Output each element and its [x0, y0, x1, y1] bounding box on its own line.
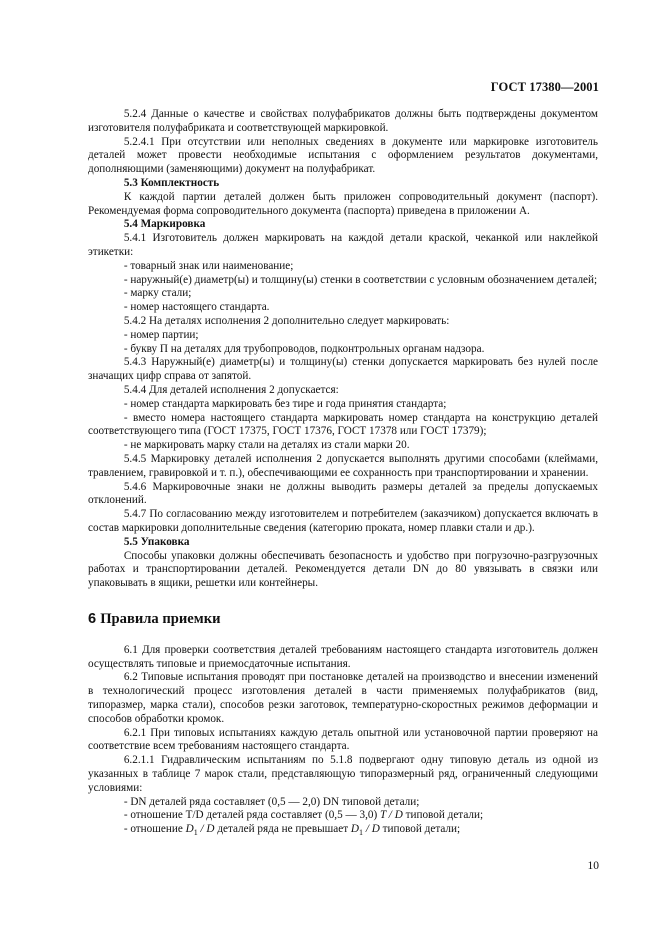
paragraph: 6.2.1.1 Гидравлическим испытаниям по 5.1.8 подвергают одну типовую деталь из одной из указанных в таблице 7 марок стали, представляющую типоразмерный ряд, ограниченный следующими условиями: [88, 754, 598, 794]
formula-symbol: D [371, 823, 380, 836]
list-item: - номер стандарта маркировать без тире и года принятия стандарта; [123, 397, 447, 410]
formula-subscript: 1 [359, 828, 364, 838]
paragraph: 6.2 Типовые испытания проводят при постановке деталей на производство и внесении изменений в технологический процесс изготовления деталей в части применяемых полуфабрикатов (вид, типоразмер, марка стали), способов резки заготовок, температурно-скоростных режимов деформации и способов обработки кромок. [88, 671, 598, 725]
list-item: - вместо номера настоящего стандарта маркировать номер стандарта на конструкцию деталей соответствующего типа (ГОСТ 17375, ГОСТ 17376, ГОСТ 17378 или ГОСТ 17379); [88, 411, 598, 438]
section-number: 6 [88, 610, 97, 627]
subsection-heading: 5.5 Упаковка [123, 535, 190, 548]
list-item: - марку стали; [123, 287, 192, 300]
paragraph: 5.4.6 Маркировочные знаки не должны выводить размеры деталей за пределы допускаемых отклонений. [88, 480, 598, 507]
paragraph: 5.2.4.1 При отсутствии или неполных сведениях в документе или маркировке изготовитель деталей может провести необходимые испытания с оформлением результатов документами, дополняющими (заменяющими) документ на полуфабрикат. [88, 135, 598, 176]
formula-slash: / [197, 823, 207, 836]
paragraph: 5.4.2 На деталях исполнения 2 дополнительно следует маркировать: [123, 314, 450, 327]
paragraph: К каждой партии деталей должен быть приложен сопроводительный документ (паспорт). Рекомендуемая форма сопроводительного документа (паспорта) приведена в приложении А. [88, 190, 598, 217]
paragraph: 5.4.3 Наружный(е) диаметр(ы) и толщину(ы) стенки допускается маркировать без нулей после значащих цифр справа от запятой. [88, 356, 598, 383]
list-item: - номер партии; [123, 328, 199, 341]
paragraph: 5.4.7 По согласованию между изготовителем и потребителем (заказчиком) допускается включать в состав маркировки дополнительные сведения (категорию проката, номер плавки стали и др.). [88, 508, 598, 534]
paragraph: Способы упаковки должны обеспечивать безопасность и удобство при погрузочно-разгрузочных работах и транспортировании деталей. Рекомендуется детали DN до 80 увязывать в связки или упаковывать в ящики, решетки или контейнеры. [88, 549, 598, 590]
list-item: - букву П на деталях для трубопроводов, подконтрольных органам надзора. [123, 342, 485, 355]
list-item [88, 809, 598, 823]
list-item: - товарный знак или наименование; [123, 259, 294, 272]
formula-subscript: 1 [193, 828, 198, 838]
formula-symbol: D [185, 823, 194, 836]
text-run: - отношение T/D деталей ряда составляет (0,5 — 3,0) [123, 809, 380, 822]
formula-ratio: T / D [379, 809, 403, 822]
paragraph: 5.4.1 Изготовитель должен маркировать на каждой детали краской, чеканкой или наклейкой этикетки: [88, 232, 598, 258]
subsection-heading: 5.3 Комплектность [123, 176, 220, 189]
section-heading [88, 611, 598, 628]
document-body [88, 108, 598, 840]
formula-symbol: D [206, 823, 215, 836]
text-run: деталей ряда не превышает [214, 823, 351, 836]
formula-slash: / [363, 823, 372, 836]
list-item [88, 823, 598, 840]
list-item: - DN деталей ряда составляет (0,5 — 2,0) DN типовой детали; [123, 795, 420, 808]
text-run: типовой детали; [402, 809, 484, 822]
text-run: типовой детали; [379, 823, 461, 836]
list-item: - номер настоящего стандарта. [123, 301, 270, 314]
subsection-heading: 5.4 Маркировка [123, 218, 206, 231]
list-item: - не маркировать марку стали на деталях из стали марки 20. [123, 439, 410, 452]
paragraph: 5.4.5 Маркировку деталей исполнения 2 допускается выполнять другими способами (клеймами, травлением, гравировкой и т. п.), обеспечивающими ее сохранность при транспортировании и хранении. [88, 452, 598, 479]
paragraph: 5.4.4 Для деталей исполнения 2 допускается: [123, 383, 339, 396]
paragraph: 6.1 Для проверки соответствия деталей требованиям настоящего стандарта изготовитель должен осуществлять типовые и приемосдаточные испытания. [88, 643, 598, 670]
formula-symbol: D [350, 823, 360, 836]
paragraph: 6.2.1 При типовых испытаниях каждую деталь опытной или установочной партии проверяют на соответствие всем требованиям настоящего стандарта. [88, 726, 598, 753]
paragraph: 5.2.4 Данные о качестве и свойствах полуфабрикатов должны быть подтверждены документом изготовителя полуфабриката и соответствующей маркировкой. [88, 108, 598, 134]
document-header: ГОСТ 17380—2001 [490, 80, 599, 94]
list-item: - наружный(е) диаметр(ы) и толщину(ы) стенки в соответствии с условным обозначением деталей; [123, 273, 598, 286]
page-number: 10 [587, 860, 599, 872]
text-run: - отношение [123, 823, 186, 836]
section-title: Правила приемки [100, 610, 221, 627]
